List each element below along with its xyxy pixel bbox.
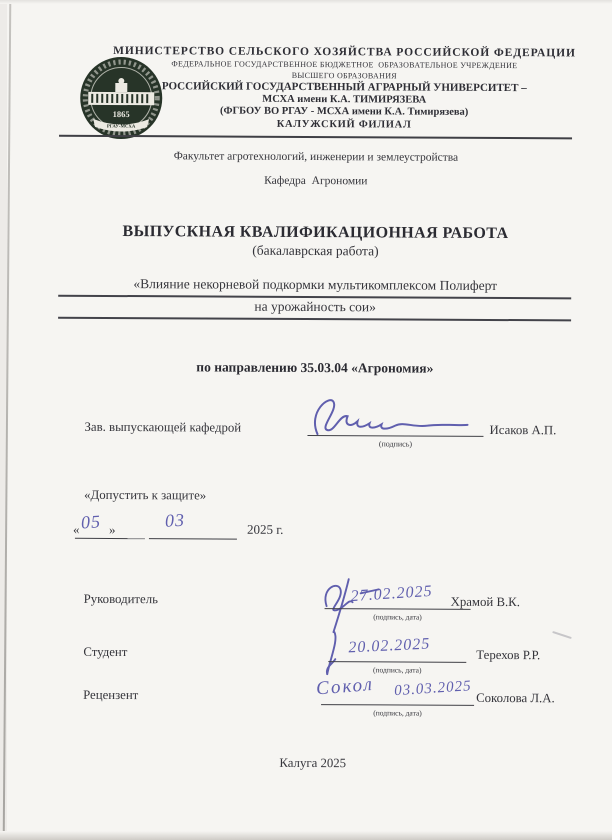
reviewer-signature: Сокол: [315, 673, 375, 700]
admission-year: 2025 г.: [246, 521, 284, 537]
city-and-year: Калуга 2025: [279, 755, 347, 771]
thesis-title-line-1: «Влияние некорневой подкормки мультикомплексом Полиферт: [133, 276, 498, 293]
university-name-line-1: РОССИЙСКИЙ ГОСУДАРСТВЕННЫЙ АГРАРНЫЙ УНИВЕРСИТЕТ –: [161, 80, 527, 95]
student-signature-caption: (подпись, дата): [372, 665, 422, 675]
work-type-heading: ВЫПУСКНАЯ КВАЛИФИКАЦИОННАЯ РАБОТА: [122, 223, 509, 243]
admit-to-defense-label: «Допустить к защите»: [84, 487, 207, 503]
supervisor-signature-caption: (подпись, дата): [373, 612, 422, 622]
work-subtype: (бакалаврская работа): [252, 242, 379, 259]
department-head-name: Исаков А.П.: [489, 422, 557, 438]
study-direction: по направлению 35.03.04 «Агрономия»: [196, 359, 434, 376]
thesis-title-line-2: на урожайность сои»: [254, 298, 376, 315]
reviewer-handwritten-date: 03.03.2025: [393, 678, 473, 700]
day-underline: [75, 538, 145, 540]
emblem-abbreviation: РГАУ-МСХА: [106, 124, 136, 130]
university-name-line-2: МСХА имени К.А. ТИМИРЯЗЕВА: [262, 93, 427, 106]
branch-line: КАЛУЖСКИЙ ФИЛИАЛ: [276, 118, 412, 131]
ministry-line: МИНИСТЕРСТВО СЕЛЬСКОГО ХОЗЯЙСТВА РОССИЙСКОЙ ФЕДЕРАЦИИ: [113, 44, 576, 60]
title-underline-2: [58, 317, 571, 321]
student-signature-line: [328, 661, 466, 663]
emblem-year: 1865: [112, 108, 130, 120]
supervisor-name: Храмой В.К.: [450, 594, 520, 610]
student-role-label: Студент: [83, 644, 128, 660]
university-name-line-3: (ФГБОУ ВО РГАУ - МСХА имени К.А. Тимирязева): [219, 105, 469, 118]
handwritten-day: 05: [80, 511, 102, 533]
reviewer-signature-line: [321, 704, 474, 706]
founder-line-2: ВЫСШЕГО ОБРАЗОВАНИЯ: [291, 70, 397, 80]
reviewer-signature-caption: (подпись, дата): [373, 708, 422, 718]
supervisor-signature: [312, 576, 384, 634]
faculty-line: Факультет агротехнологий, инженерии и землеустройства: [173, 150, 459, 164]
reviewer-name: Соколова Л.А.: [476, 690, 555, 706]
student-handwritten-date: 20.02.2025: [347, 635, 431, 657]
department-head-signature-caption: (подпись): [378, 439, 413, 449]
supervisor-handwritten-date: 27.02.2025: [350, 582, 434, 606]
month-underline: [149, 538, 237, 540]
founder-line-1: ФЕДЕРАЛЬНОЕ ГОСУДАРСТВЕННОЕ БЮДЖЕТНОЕ ОБРАЗОВАТЕЛЬНОЕ УЧРЕЖДЕНИЕ: [171, 59, 518, 71]
supervisor-role-label: Руководитель: [83, 591, 158, 607]
department-head-label: Зав. выпускающей кафедрой: [84, 419, 242, 435]
department-line: Кафедра Агрономии: [264, 174, 368, 188]
handwritten-month: 03: [164, 509, 186, 531]
department-head-signature: [297, 392, 489, 441]
admit-open-quote: «: [72, 521, 80, 537]
student-name: Терехов Р.Р.: [476, 647, 541, 663]
reviewer-role-label: Рецензент: [83, 687, 139, 703]
admit-close-quote: »: [108, 521, 116, 538]
letterhead: [105, 45, 583, 132]
